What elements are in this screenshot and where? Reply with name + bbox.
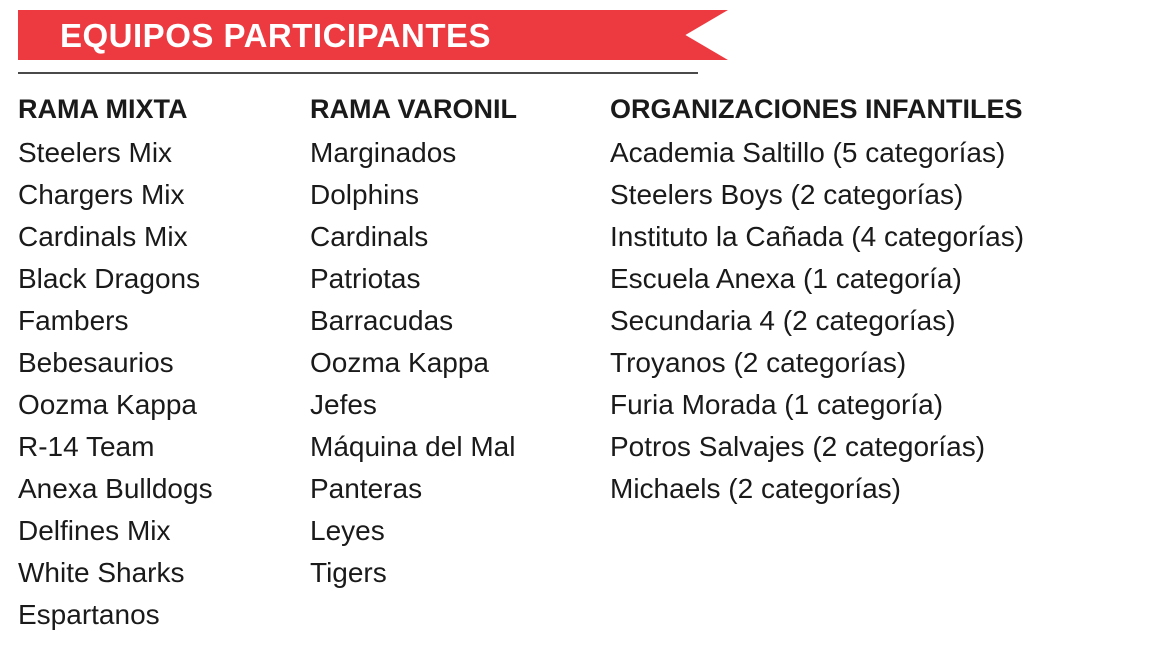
column-heading: RAMA MIXTA bbox=[18, 94, 188, 124]
list-item: Michaels (2 categorías) bbox=[610, 473, 902, 504]
list-item: Instituto la Cañada (4 categorías) bbox=[610, 221, 1025, 252]
list-item: Leyes bbox=[310, 515, 385, 546]
team-list-varonil bbox=[310, 132, 606, 594]
list-item: Espartanos bbox=[18, 599, 160, 630]
list-item: Steelers Boys (2 categorías) bbox=[610, 179, 964, 210]
list-item: Delfines Mix bbox=[18, 515, 171, 546]
list-item: Panteras bbox=[310, 473, 423, 504]
team-list-infantiles bbox=[610, 132, 1150, 510]
list-item: Bebesaurios bbox=[18, 347, 174, 378]
list-item: Potros Salvajes (2 categorías) bbox=[610, 431, 986, 462]
list-item: Fambers bbox=[18, 305, 129, 336]
list-item: Troyanos (2 categorías) bbox=[610, 347, 907, 378]
list-item: Máquina del Mal bbox=[310, 431, 516, 462]
list-item: Steelers Mix bbox=[18, 137, 173, 168]
header-banner bbox=[18, 10, 728, 60]
list-item: Jefes bbox=[310, 389, 377, 420]
list-item: Academia Saltillo (5 categorías) bbox=[610, 137, 1006, 168]
list-item: Black Dragons bbox=[18, 263, 201, 294]
column-heading: ORGANIZACIONES INFANTILES bbox=[610, 94, 1023, 124]
list-item: Escuela Anexa (1 categoría) bbox=[610, 263, 962, 294]
list-item: Secundaria 4 (2 categorías) bbox=[610, 305, 956, 336]
list-item: Barracudas bbox=[310, 305, 454, 336]
column-rama-varonil bbox=[310, 92, 606, 594]
list-item: Cardinals Mix bbox=[18, 221, 188, 252]
list-item: Anexa Bulldogs bbox=[18, 473, 213, 504]
list-item: Chargers Mix bbox=[18, 179, 185, 210]
team-list-mixta bbox=[18, 132, 308, 636]
list-item: Furia Morada (1 categoría) bbox=[610, 389, 944, 420]
column-heading: RAMA VARONIL bbox=[310, 94, 517, 124]
list-item: Cardinals bbox=[310, 221, 429, 252]
list-item: White Sharks bbox=[18, 557, 185, 588]
column-rama-mixta bbox=[18, 92, 308, 636]
list-item: Tigers bbox=[310, 557, 387, 588]
column-organizaciones-infantiles bbox=[610, 92, 1150, 510]
list-item: Marginados bbox=[310, 137, 457, 168]
list-item: Oozma Kappa bbox=[310, 347, 489, 378]
list-item: Oozma Kappa bbox=[18, 389, 197, 420]
page-title: EQUIPOS PARTICIPANTES bbox=[60, 17, 491, 54]
list-item: Patriotas bbox=[310, 263, 421, 294]
header-divider bbox=[18, 72, 698, 74]
list-item: R-14 Team bbox=[18, 431, 155, 462]
list-item: Dolphins bbox=[310, 179, 419, 210]
